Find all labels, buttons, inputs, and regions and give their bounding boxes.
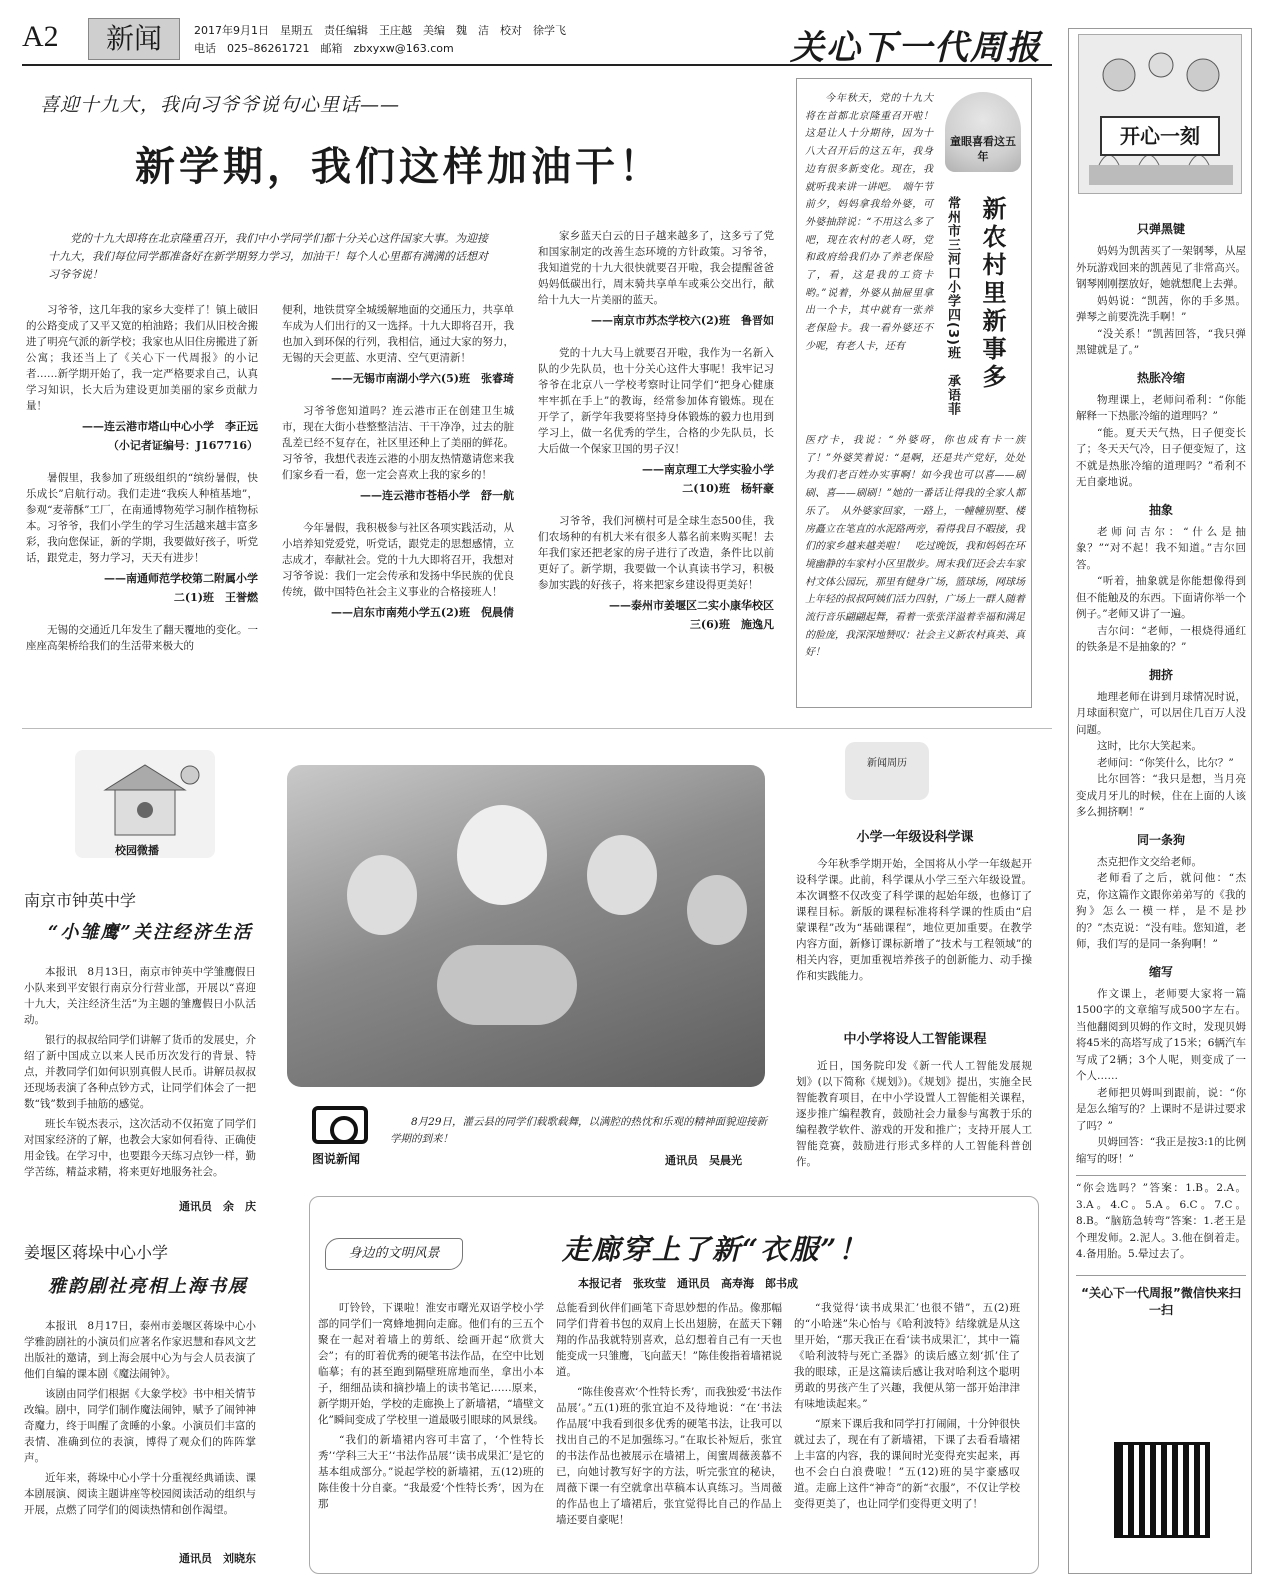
header-rule [22,64,1052,66]
letter-paragraph: 党的十九大马上就要召开啦，我作为一名新入队的少先队员，也十分关心这件大事呢！我牢记习爷爷在北京八一学校考察时让同学们“把身心健康牢牢抓在手上”的教诲，经常参加体育锻炼。现在开学了，新学年我要将坚持身体锻炼的毅力也用到学习上，做一名优秀的学生，合格的少先队员，长大后做一个保家卫国的男子汉！ [538,347,774,455]
joke-paragraph: 地理老师在讲到月球情况时说，月球面积宽广，可以居住几百万人没问题。 [1076,690,1246,736]
joke-title: 同一条狗 [1136,832,1185,847]
kids-illustration [1078,34,1242,194]
letter-credit: ——南京理工大学实验小学 [642,463,774,476]
letter-paragraph: 习爷爷，我们河横村可是全球生态500佳，我们农场种的有机大米有很多人慕名前来购买呢！去年我们家还把老家的房子进行了改造，条件比以前更好了。新学期，我要做一个认真读书学习，积极参加实践的好孩子，将来把家乡建设得更美好！ [538,515,774,591]
story-paragraph: 班长车锐杰表示，这次活动不仅拓宽了同学们对国家经济的了解，也教会大家如何看待、正确使用金钱。在学习中，也要跟今天练习点钞一样，勤学苦练，精益求精，将来更好地服务社会。 [24,1118,256,1178]
photo-news-label: 图说新闻 [312,1152,361,1166]
jokes-column [1076,210,1246,1324]
letter-paragraph: 便利，地铁贯穿全城缓解地面的交通压力，共享单车成为人们出行的又一选择。十九大即将召开，我也加入到环保的行列，我相信，通过大家的努力，无锡的天会更蓝、水更清、空气更清新！ [282,304,514,364]
joke-title: 热胀冷缩 [1136,370,1185,385]
answers-text: “你会选吗？”答案：1.B。2.A。3.A。4.C。5.A。6.C。7.C。8.B。“脑筋急转弯”答案：1.老王是个理发师。2.泥人。3.他在倒着走。4.备用胎。5.晕过去了。 [1076,1175,1246,1263]
feature-column-3 [794,1300,1020,1516]
letter-credit: ——无锡市南湖小学六(5)班 张睿琦 [330,372,514,385]
letter-paragraph: 无锡的交通近几年发生了翻天覆地的变化。一座座高架桥给我们的生活带来极大的 [26,624,258,652]
joke-paragraph: 老师问吉尔：“什么是抽象？”“对不起！我不知道。”吉尔回答。 [1076,525,1246,571]
story-body [24,964,256,1184]
feature-tag: 身边的文明风景 [325,1238,463,1270]
lead-intro: 党的十九大即将在北京隆重召开，我们中小学同学们都十分关心这件国家大事。为迎接十九大，我们每位同学都准备好在新学期努力学习，加油干！每个人心里都有满满的话想对习爷爷说！ [48,232,488,281]
story-title: 雅韵剧社亮相上海书展 [48,1276,248,1297]
story-credit: 通讯员 余 庆 [179,1200,256,1213]
joke-item [1076,963,1246,1168]
joke-paragraph: “没关系！”凯茜回答，“我只弹黑键就是了。” [1076,327,1246,356]
letter-paragraph: 习爷爷，这几年我的家乡大变样了！镇上破旧的公路变成了又平又宽的柏油路；我们从旧校舍搬进了明亮气派的新学校；我家也从旧住房搬进了新公寓；我还当上了《关心下一代周报》的小记者……新学期开始了，我一定严格要求自己，认真学习知识，长大后为建设更加美丽的家乡贡献力量！ [26,304,258,412]
sidebar-story-body: 今年秋天，党的十九大将在首都北京隆重召开啦！这是让人十分期待，因为十八大召开后的这五年，我身边有很多新变化。现在，我就听我来讲一讲吧。 端午节前夕，妈妈拿我给外婆，可外婆抽辞说：“不用这么多了吧，现在农村的老人呀，党和政府给我们办了养老保险了，看，这是我的工资卡哟。”说着，外婆从抽屉里拿出一个卡，其中就有一张养老保险卡。我一看外婆还不少呢，有老人卡，还有 [805,93,933,352]
letter-credit: ——连云港市苍梧小学 舒一航 [360,489,514,502]
header-info-line: 2017年9月1日 星期五 责任编辑 王庄越 美编 魏 洁 校对 徐学飞 [194,24,566,37]
news-calendar-icon: 新闻周历 [845,742,929,800]
story-school: 姜堰区蒋垛中心小学 [24,1243,169,1262]
feature-paragraph: “原来下课后我和同学打打闹闹，十分钟很快就过去了，现在有了新墙裙，下课了去看看墙裙上丰富的内容，我的课间时光变得充实起来，再也不会白白浪费啦！”五(12)班的吴宇豪感叹道。走廊上这件“神奇”的新“衣服”，不仅让学校变得更美了，也让同学们变得更文明了！ [794,1418,1020,1510]
joke-paragraph: 这时，比尔大笑起来。 [1097,740,1202,752]
feature-paragraph: “我们的新墙裙内容可丰富了，‘个性特长秀’‘学科三大王’‘书法作品展’‘读书成果汇’是它的基本组成部分。”说起学校的新墙裙，五(12)班的陈佳俊十分自豪。“我最爱‘个性特长秀’，因为在那 [318,1434,544,1510]
story-school: 南京市钟英中学 [24,891,137,910]
joke-paragraph: 老师问：“你笑什么，比尔？” [1097,756,1234,769]
kids-drawing-icon [1079,35,1243,195]
joke-item [1076,220,1246,359]
joke-item [1076,831,1246,953]
letter-paragraph: 家乡蓝天白云的日子越来越多了，这多亏了党和国家制定的改善生态环境的方针政策。习爷爷，我知道党的十九大很快就要召开啦，我会提醒爸爸妈妈低碳出行，周末骑共享单车或乘公交出行，献给十九大一片美丽的蓝天。 [538,230,774,306]
lead-column-3 [538,228,774,649]
joke-paragraph: 杰克把作文交给老师。 [1097,855,1202,868]
joke-paragraph: 贝姆回答：“我正是按3:1的比例缩写的呀！” [1076,1136,1246,1165]
news-photo [287,765,765,1087]
letter-credit: 二(10)班 杨轩豪 [682,482,774,495]
sidebar-story-body-cont: 医疗卡，我说：“外婆呀，你也成有卡一族了！”外婆笑着说：“是啊，还是共产党好，处处为我们老百姓办实事啊！如今我也可以喜——刷刷、喜——刷刷！”她的一番话让得我的全家人都乐了。 从外婆家回家，一路上，一幢幢别墅、楼房矗立在笔直的水泥路两旁，看得我目不暇接，我们的家乡越来越美啦！ 吃过晚饭，我和妈妈在环境幽静的车家村小区里散步。周末我们还会去车家村文体公园玩，那里有健身广场，篮球场，网球场上年轻的叔叔阿姨们活力四射，广场上一群人随着流行音乐翩翩起舞，看着一张张洋溢着幸福和满足的脸庞，我深深地赞叹：社会主义新农村真美、真好！ [805,435,1025,659]
joke-item [1076,369,1246,491]
story-body [24,1318,256,1522]
story-paragraph: 银行的叔叔给同学们讲解了货币的发展史，介绍了新中国成立以来人民币历次发行的背景、特点，并教同学们如何识别真假人民币。讲解员叔叔还现场表演了各种点钞方式，让同学们体会了一把数“钱”数到手抽筋的感觉。 [24,1034,256,1110]
news-body: 今年秋季学期开始，全国将从小学一年级起开设科学课。此前，科学课从小学三至六年级设置。本次调整不仅改变了科学课的起始年级，也修订了课程目标。新版的课程标准将科学课的性质由“启蒙课程”改为“基础课程”，地位更加重要。在教学内容方面，新修订课标新增了“技术与工程领域”的相关内容，更加重视培养孩子的创新能力、动手操作和实践能力。 [796,858,1032,982]
section-divider [22,728,1052,729]
joke-paragraph: 老师看了之后，就问他：“杰克，你这篇作文跟你弟弟写的《我的狗》怎么一模一样，是不是抄的？”杰克说：“没有哇。您知道，老师，我们写的是同一条狗啊！” [1076,872,1246,950]
letter-credit: ——南通师范学校第二附属小学 [104,572,258,585]
feature-paragraph: “陈佳俊喜欢‘个性特长秀’，而我独爱‘书法作品展’。”五(1)班的张宜迫不及待地说：“在‘书法作品展’中我看到很多优秀的硬笔书法，让我可以找出自己的不足加强练习。”在取长补短后，张宜的书法作品也被展示在墙裙上，闺蜜周薇羡慕不已，向她讨教写好字的方法，听完张宜的秘诀，周薇下课一有空就拿出草稿本认真练习。当周薇的作品也上了墙裙后，张宜觉得比自己的作品上墙还要自豪呢！ [556,1386,782,1526]
lead-headline: 新学期，我们这样加油干！ [135,143,663,190]
news-title: 小学一年级设科学课 [856,830,974,845]
joke-title: 缩写 [1148,964,1173,979]
joke-title: 只弹黑键 [1136,222,1185,236]
feature-paragraph: 叮铃铃，下课啦！淮安市曙光双语学校小学部的同学们一窝蜂地拥向走廊。他们有的三五个聚在一起对着墙上的剪纸、绘画开起“欣赏大会”；有的盯着优秀的硬笔书法作品，在空中比划临摹；有的甚至跑到隔壁班席地而坐，拿出小本子，细细品读和摘抄墙上的读书笔记……原来，新学期开始，学校的走廊换上了新墙裙，“墙壁文化”瞬间变成了学校里一道最吸引眼球的风景线。 [318,1302,544,1426]
wechat-promo: “关心下一代周报”微信快来扫一扫 [1076,1275,1246,1318]
feature-byline: 本报记者 张玫莹 通讯员 高寿海 郎书成 [578,1277,798,1290]
header-contact-line: 电话 025–86261721 邮箱 zbxyxw@163.com [194,42,454,55]
letter-credit: 二(1)班 王誉燃 [173,591,258,604]
joke-paragraph: “能。夏天天气热，日子便变长了；冬天天气冷，日子便变短了，这不就是热胀冷缩的道理吗？”希利不无自豪地说。 [1076,426,1246,488]
bird-house-icon [75,750,215,850]
feature-paragraph: 总能看到伙伴们画笔下奇思妙想的作品。像那幅同学们背着书包的双肩上长出翅膀，在蓝天下翱翔的作品我就特别喜欢，总幻想着自己有一天也能变成一只雏鹰，飞向蓝天！”陈佳俊指着墙裙说道。 [556,1302,782,1378]
story-paragraph: 该剧由同学们根据《大象学校》书中相关情节改编。剧中，同学们制作魔法闹钟，赋予了闹钟神奇魔力，终于叫醒了贪睡的小象。小演员们丰富的表情、准确到位的表演，博得了观众们的阵阵掌声。 [24,1388,256,1464]
sidebar-story-author: 常州市三河口小学四(3)班 承语菲 [945,196,960,416]
letter-paragraph: 今年暑假，我积极参与社区各项实践活动，从小培养知党爱党，听党话，跟党走的思想感情，立志成才，奉献社会。党的十九大即将召开，我想对习爷爷说：我们一定会传承和发扬中华民族的优良传统，做中国特色社会主义事业的合格接班人！ [282,522,514,598]
letter-credit: （小记者证编号：J167716） [107,439,258,452]
masthead: 关心下一代周报 [790,28,1042,68]
feature-paragraph: “我觉得‘读书成果汇’也很不错”，五(2)班的“小哈迷”朱心怡与《哈利波特》结缘就是从这里开始，“那天我正在看‘读书成果汇’，其中一篇《哈利波特与死亡圣器》的读后感立刻‘抓’住了我的眼球，正是这篇读后感让我对哈利这个聪明勇敢的男孩产生了兴趣，我便从第一部开始津津有味地读起来。” [794,1302,1020,1410]
joke-item [1076,501,1246,656]
letter-credit: ——启东市南苑小学五(2)班 倪晨倩 [330,606,514,619]
feature-column-1 [318,1300,544,1516]
letter-credit: ——泰州市姜堰区二实小康华校区 [609,599,774,612]
camera-icon [312,1106,368,1144]
joke-paragraph: 老师把贝姆叫到跟前，说：“你是怎么缩写的？上课时不是讲过要求了吗？” [1076,1086,1246,1132]
letter-credit: ——连云港市塔山中心小学 李正远 [82,420,258,433]
page-number: A2 [22,20,59,53]
joke-paragraph: 妈妈为凯茜买了一架钢琴，从屋外玩游戏回来的凯茜见了非常高兴。钢琴刚刚摆放好，她就想爬上去弹。 [1076,245,1246,290]
story-paragraph: 本报讯 8月13日，南京市钟英中学雏鹰假日小队来到平安银行南京分行营业部，开展以“喜迎十九大，关注经济生活”为主题的雏鹰假日小队活动。 [24,966,256,1026]
lead-column-1 [26,302,258,658]
feature-column-2 [556,1300,782,1532]
joke-paragraph: 作文课上，老师要大家将一篇1500字的文章缩写成500字左右。当他翻阅到贝姆的作文时，发现贝姆将45米的高塔写成了15米；6辆汽车写成了2辆；3个人呢，则变成了一个人…… [1076,987,1246,1082]
campus-weibo-label: 校园微播 [115,844,159,857]
joke-item [1076,666,1246,821]
story-paragraph: 近年来，蒋垛中心小学十分重视经典诵读、课本剧展演、阅读主题讲座等校园阅读活动的组织与开展，点燃了同学们的阅读热情和创作渴望。 [24,1472,256,1516]
lead-kicker: 喜迎十九大，我向习爷爷说句心里话—— [40,94,401,116]
letter-credit: 三(6)班 施逸凡 [689,618,774,631]
feature-title: 走廊穿上了新“衣服”！ [562,1233,869,1266]
joke-title: 抽象 [1148,502,1173,517]
news-body: 近日，国务院印发《新一代人工智能发展规划》(以下简称《规划》)。《规划》提出，实施全民智能教育项目，在中小学设置人工智能相关课程，逐步推广编程教育，鼓励社会力量参与寓教于乐的编程教学软件、游戏的开发和推广；支持开展人工智能竞赛，鼓励进行形式多样的人工智能科普创作。 [796,1060,1032,1168]
joke-paragraph: 吉尔问：“老师，一根烧得通红的铁条是不是抽象的？” [1076,624,1246,653]
sidebar-story-title: 新农村里新事多 [978,196,1007,392]
story-paragraph: 本报讯 8月17日，泰州市姜堰区蒋垛中心小学雅韵剧社的小演员们应著名作家迟慧和春风文艺出版社的邀请，到上海会展中心为与会人员表演了他们自编的课本剧《魔法闹钟》。 [24,1320,256,1380]
news-title: 中小学将设人工智能课程 [843,1032,987,1047]
photo-caption: 8月29日，灌云县的同学们载歌载舞，以满腔的热忱和乐观的精神面貌迎接新学期的到来！ [390,1116,768,1145]
joke-paragraph: 物理课上，老师问希利：“你能解释一下热胀冷缩的道理吗？” [1076,393,1246,422]
joke-paragraph: 妈妈说：“凯茜，你的手多黑。弹琴之前要洗洗手啊！” [1076,294,1246,323]
photo-credit: 通讯员 吴晨光 [665,1154,742,1167]
joke-paragraph: 比尔回答：“我只是想，当月亮变成月牙儿的时候，住在上面的人该多么拥挤啊！” [1076,773,1246,818]
humor-banner: 开心一刻 [1100,116,1220,156]
section-label: 新闻 [88,18,180,60]
letter-paragraph: 习爷爷您知道吗？连云港市正在创建卫生城市，现在大街小巷整整洁洁、干干净净，过去的脏乱差已经不复存在，社区里还种上了美丽的鲜花。习爷爷，我想代表连云港的小朋友热情邀请您来我们家乡看一看，您一定会喜欢上我的家乡的！ [282,405,514,481]
joke-title: 拥挤 [1148,667,1173,682]
qr-code-icon[interactable] [1114,1442,1210,1538]
letter-credit: ——南京市苏杰学校六(2)班 鲁晋如 [590,314,774,327]
lead-column-2 [282,302,514,637]
story-title: “小雏鹰”关注经济生活 [48,922,253,943]
story-credit: 通讯员 刘晓东 [179,1552,256,1565]
letter-paragraph: 暑假里，我参加了班级组织的“缤纷暑假，快乐成长”启航行动。我们走进“我疾人种植基地”，参观“麦蒂酥”工厂，在南通博物苑学习制作植物标本。习爷爷，我们小学生的学习生活越来越丰富多彩，我向您保证，新的学期，我要做好孩子，听党话，跟党走，努力学习，天天有进步！ [26,472,258,564]
joke-paragraph: “听着，抽象就是你能想像得到但不能触及的东西。下面请你举一个例子。”老师又讲了一遍。 [1076,575,1246,620]
child-illustration-badge: 童眼喜看这五年 [945,92,1021,172]
